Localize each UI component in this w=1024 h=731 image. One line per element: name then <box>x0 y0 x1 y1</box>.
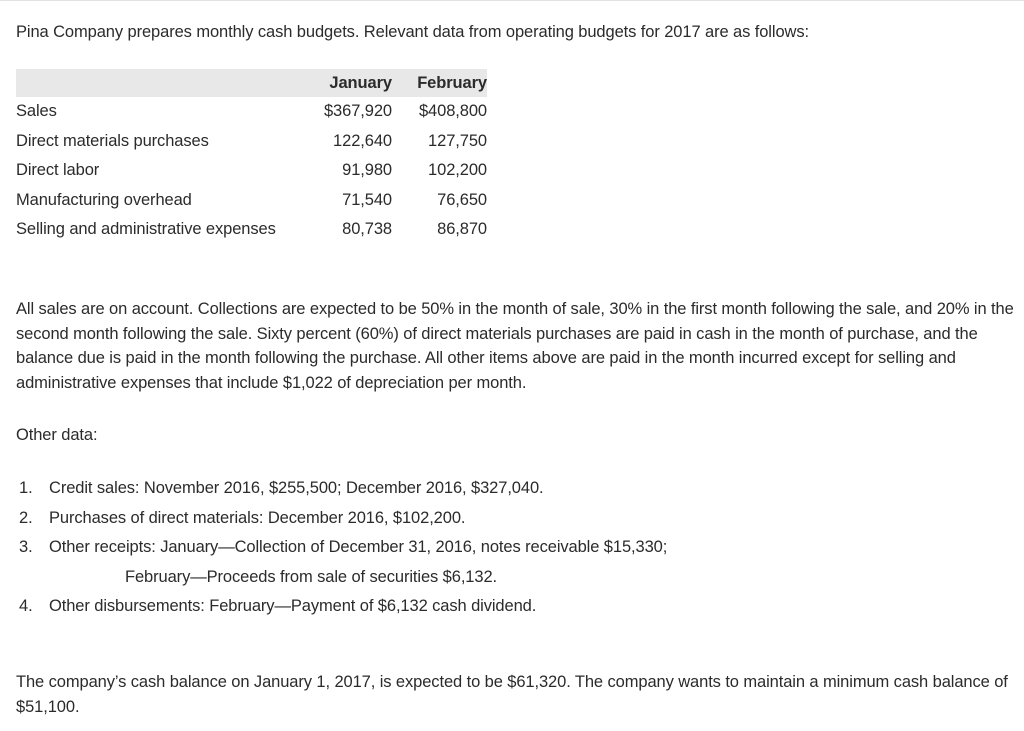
row-february-value: 102,200 <box>428 161 487 180</box>
row-label: Selling and administrative expenses <box>16 220 276 239</box>
header-february: February <box>417 74 487 92</box>
other-data-label: Other data: <box>16 426 98 444</box>
row-february-value: 86,870 <box>437 220 487 239</box>
list-item-continuation: February—Proceeds from sale of securities $6,132. <box>125 567 498 586</box>
list-item-text: Purchases of direct materials: December 2016, $102,200. <box>49 508 466 527</box>
closing-paragraph: The company’s cash balance on January 1, 2017, is expected to be $61,320. The company wants to maintain a minimum cash balance of $51,100. <box>16 673 1008 716</box>
list-item-text: Other disbursements: February—Payment of $6,132 cash dividend. <box>49 597 537 615</box>
top-divider <box>0 0 1024 1</box>
table-row <box>16 127 487 157</box>
row-label: Direct labor <box>16 161 100 180</box>
row-january-value: 122,640 <box>333 131 392 150</box>
row-january-value: $367,920 <box>323 102 392 120</box>
row-january-value: 80,738 <box>342 220 392 239</box>
other-data-list <box>16 474 667 622</box>
list-item <box>16 533 667 592</box>
budget-table <box>16 69 487 245</box>
header-label-cell <box>16 69 310 97</box>
row-january-value: 71,540 <box>342 190 392 209</box>
list-item-number: 1. <box>19 479 33 497</box>
list-item-text: Credit sales: November 2016, $255,500; December 2016, $327,040. <box>49 479 544 497</box>
row-label: Manufacturing overhead <box>16 190 192 209</box>
list-item <box>16 592 667 622</box>
row-february-value: $408,800 <box>418 102 487 120</box>
list-item-text: Other receipts: January—Collection of December 31, 2016, notes receivable $15,330; <box>49 538 668 556</box>
table-row <box>16 186 487 216</box>
table-row <box>16 97 487 127</box>
row-january-value: 91,980 <box>342 161 392 180</box>
list-item <box>16 474 667 504</box>
table-row <box>16 215 487 245</box>
collection-terms-paragraph: All sales are on account. Collections are expected to be 50% in the month of sale, 30% in the first month following the sale, and 20% in the second month following the sale. Sixty percent (60%) of direct materials purchases are paid in cash in the month of purchase, and the balance due is paid in the month following the purchase. All other items above are paid in the month incurred except for selling and administrative expenses that include $1,022 of depreciation per month. <box>16 300 1014 392</box>
row-february-value: 127,750 <box>428 131 487 150</box>
row-label: Sales <box>16 102 57 120</box>
list-item-number: 3. <box>19 538 33 556</box>
header-january: January <box>329 74 392 92</box>
row-february-value: 76,650 <box>437 190 487 209</box>
list-item-number: 4. <box>19 597 33 615</box>
intro-text: Pina Company prepares monthly cash budgets. Relevant data from operating budgets for 2017 are as follows: <box>16 23 809 41</box>
list-item <box>16 504 667 534</box>
list-item-number: 2. <box>19 508 33 527</box>
row-label: Direct materials purchases <box>16 131 209 150</box>
table-header-row <box>16 69 487 97</box>
table-row <box>16 156 487 186</box>
